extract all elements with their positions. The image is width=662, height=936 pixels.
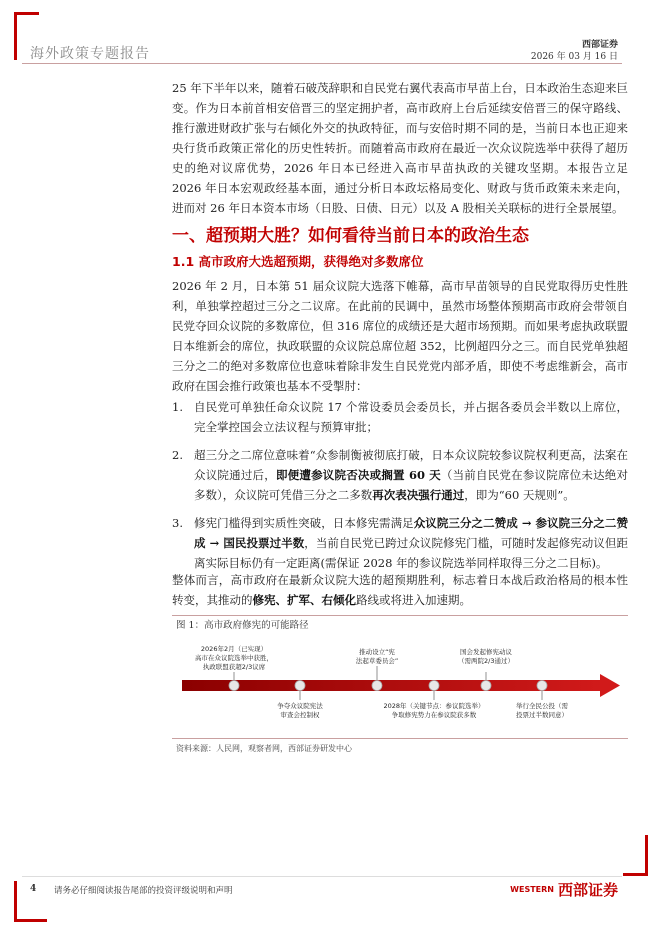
section-paragraph: 2026 年 2 月，日本第 51 届众议院大选落下帷幕，高市早苗领导的自民党取得历史性胜利，单独掌控超过三分之二议席。在此前的民调中，虽然市场整体预期高市政府会带领自民党夺回众议院的多数席位，但 316 席位的成绩还是大超市场预期。而如果考虑执政联盟日本维新会的席位，执政联盟的众议院总席位超 352，比例超四分之三。而自民党单独超三分之二的绝对多数席位也意味着除非发生自民党党内部矛盾，即使不考虑维新会，高市政府在国会推行政策也基本不受掣肘： <box>172 279 628 393</box>
timeline-node <box>372 681 382 691</box>
footer-divider <box>22 876 622 877</box>
intro-paragraph: 25 年下半年以来，随着石破茂辞职和自民党右翼代表高市早苗上台，日本政治生态迎来巨变。作为日本前首相安倍晋三的坚定拥护者，高市政府上台后延续安倍晋三的保守路线、推行激进财政扩张与右倾化外交的执政特征，而与安倍时期不同的是，当前日本也正迎来央行货币政策正常化的历史性转折。而随着高市政府在最近一次众议院选举中获得了超历史的绝对议席优势，2026 年日本已经进入高市早苗执政的关键攻坚期。本报告立足 2026 年日本宏观政经基本面，通过分析日本政坛格局变化、财政与货币政策未来走向，进而对 26 年日本资本市场（日股、日债、日元）以及 A 股相关关联标的进行全景展望。 <box>172 81 628 215</box>
report-date: 2026 年 03 月 16 日 <box>530 52 618 62</box>
logo-english: WESTERN <box>510 885 554 894</box>
list-bold-text: 众议院三分之二赞成 → 参议院三分之二赞成 → 国民投票过半数 <box>194 516 628 550</box>
list-text: ，当前自民党已跨过众议院修宪门槛，可随时发起修宪动议但距离实际目标仍有一定距离(需保证 2028 年的参议院选举同样取得三分之二目标)。 <box>194 536 628 570</box>
logo-chinese: 西部证券 <box>557 881 618 899</box>
timeline-node <box>229 681 239 691</box>
summary-block <box>172 570 628 610</box>
event-label: 投票过半数同意） <box>516 711 568 719</box>
event-label: 2026年2月（已实现） <box>200 645 268 653</box>
list-item <box>172 397 628 437</box>
timeline-figure <box>172 636 628 736</box>
intro-block <box>172 78 628 218</box>
timeline-svg <box>172 636 628 736</box>
event-label: 争夺众议院宪法 <box>277 702 323 710</box>
event-label: 高市在众议院选举中获胜， <box>195 654 273 662</box>
figure-bottom-rule <box>172 738 628 739</box>
list-bold-text: 再次表决强行通过 <box>372 488 465 502</box>
event-label: 国会发起修宪动议 <box>460 648 512 656</box>
summary-text: 整体而言，高市政府在最新众议院大选的超预期胜利，标志着日本战后政治格局的根本性转变，其推动的 <box>172 573 628 607</box>
list-number: 1. <box>172 400 183 414</box>
list-number: 2. <box>172 448 183 462</box>
subsection-title: 1.1 高市政府大选超预期，获得绝对多数席位 <box>172 254 424 269</box>
event-label: 2028年（关键节点：参议院选举） <box>383 702 485 710</box>
list-text: ，即为“60 天规则”。 <box>464 488 575 502</box>
summary-bold: 修宪、扩军、右倾化 <box>252 593 356 607</box>
company-logo <box>510 879 618 900</box>
list-text: （当前自民党在参议院席位未达绝对多数），众议院可凭借三分之二多数 <box>194 468 629 502</box>
header-divider <box>22 63 622 64</box>
timeline-node <box>537 681 547 691</box>
page-number: 4 <box>30 884 37 894</box>
header-meta <box>531 39 618 63</box>
timeline-node <box>295 681 305 691</box>
list-item <box>172 513 628 573</box>
summary-text-end: 路线或将进入加速期。 <box>356 593 471 607</box>
report-series-title: 海外政策专题报告 <box>30 46 150 62</box>
event-label: 争取修宪势力在参议院获多数 <box>391 711 477 719</box>
timeline-node <box>429 681 439 691</box>
figure-source: 资料来源：人民网，观察者网，西部证券研发中心 <box>176 744 352 753</box>
summary-paragraph <box>172 570 628 610</box>
list-text: 自民党可单独任命众议院 17 个常设委员会委员长，并占据各委员会半数以上席位，完全掌控国会立法议程与预算审批； <box>194 400 628 434</box>
footer-disclaimer: 请务必仔细阅读报告尾部的投资评级说明和声明 <box>54 886 233 896</box>
list-number: 3. <box>172 516 183 530</box>
section-paragraph-block <box>172 276 628 396</box>
event-label: （需两院2/3通过） <box>458 657 514 665</box>
event-label: 举行全民公投（需 <box>516 702 568 710</box>
list-text: 超三分之二席位意味着“众参制衡被彻底打破，日本众议院较参议院权利更高，法案在众议院通过后， <box>194 448 628 482</box>
list-bold-text: 即便遭参议院否决或搁置 60 天 <box>275 468 441 482</box>
event-label: 审查会控制权 <box>280 711 320 719</box>
section-title: 一、超预期大胜？如何看待当前日本的政治生态 <box>172 226 529 246</box>
timeline-node <box>481 681 491 691</box>
brand-name: 西部证券 <box>581 40 618 50</box>
list-text: 修宪门槛得到实质性突破，日本修宪需满足 <box>194 516 414 530</box>
event-label: 推动设立“宪 <box>359 648 395 656</box>
event-label: 执政联盟获超2/3议席 <box>202 663 266 671</box>
points-list <box>172 397 628 581</box>
timeline-arrowhead <box>600 674 620 697</box>
event-label: 法起草委员会” <box>355 657 399 665</box>
corner-decoration <box>623 835 648 876</box>
list-item <box>172 445 628 505</box>
figure-caption: 图 1：高市政府修宪的可能路径 <box>176 620 309 631</box>
